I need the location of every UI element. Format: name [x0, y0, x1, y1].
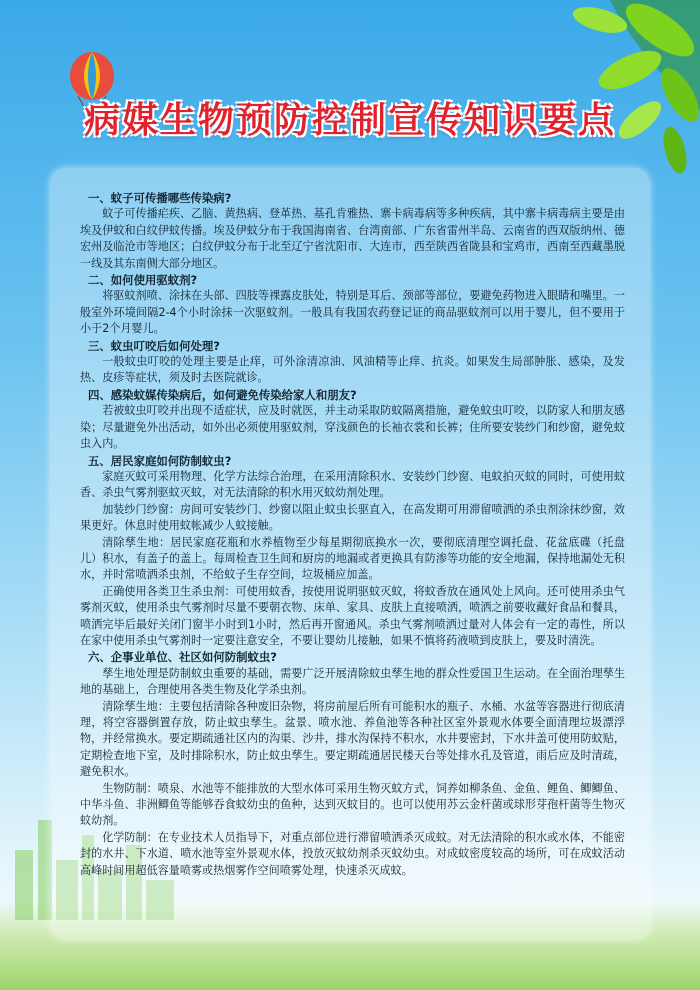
section-paragraph: 家庭灭蚊可采用物理、化学方法综合治理，在采用清除积水、安装纱门纱窗、电蚊拍灭蚊的同时，可使用蚊香、杀虫气雾剂驱蚊灭蚊，对无法清除的积水用灭蚊幼剂处理。: [80, 469, 625, 500]
section-paragraph: 蚊子可传播疟疾、乙脑、黄热病、登革热、基孔肯雅热、寨卡病毒病等多种疾病，其中寨卡病毒病主要是由埃及伊蚊和白纹伊蚊传播。埃及伊蚊分布于我国海南省、台湾南部、广东省雷州半岛、云南省的西双版纳州、德宏州及临沧市等地区；白纹伊蚊分布于北至辽宁省沈阳市、大连市，西至陕西省陇县和宝鸡市，西南至西藏墨脱一线及其东南侧大部分地区。: [80, 207, 625, 270]
section-heading: 六、企事业单位、社区如何防制蚊虫?: [88, 650, 277, 665]
section-paragraph: 若被蚊虫叮咬并出现不适症状，应及时就医，并主动采取防蚊隔离措施，避免蚊虫叮咬，以防家人和朋友感染；尽量避免外出活动，如外出必须使用驱蚊剂，穿浅颜色的长袖衣裳和长裤；住所要安装纱门和纱窗，避免蚊虫入内。: [80, 404, 625, 451]
section-paragraph: 一般蚊虫叮咬的处理主要是止痒，可外涂清凉油、风油精等止痒、抗炎。如果发生局部肿胀、感染，及发热、皮疹等症状，须及时去医院就诊。: [80, 355, 625, 385]
page-title: 病媒生物预防控制宣传知识要点: [83, 99, 616, 141]
section-heading: 五、居民家庭如何防制蚊虫?: [88, 453, 232, 468]
section-paragraph: 清除孳生地：居民家庭花瓶和水养植物至少每星期彻底换水一次，要彻底清理空调托盘、花盆底碟（托盘儿）积水，有盖子的盖上。每周检查卫生间和厨房的地漏或者更换具有防渗等功能的安全地漏，保持地漏处无积水，并时常喷洒杀虫剂，不给蚊子生存空间，垃圾桶应加盖。: [80, 535, 625, 582]
section-heading: 三、蚊虫叮咬后如何处理?: [88, 338, 220, 353]
section-paragraph: 生物防制：喷泉、水池等不能排放的大型水体可采用生物灭蚊方式，饲养如柳条鱼、金鱼、鲤鱼、鲫鲫鱼、中华斗鱼、非洲鲫鱼等能够吞食蚊幼虫的鱼种，达到灭蚊目的。也可以使用苏云金杆菌或球形芽孢杆菌等生物灭蚊幼剂。: [80, 781, 625, 828]
section-heading: 四、感染蚊媒传染病后，如何避免传染给家人和朋友?: [88, 387, 357, 402]
section-paragraph: 正确使用各类卫生杀虫剂：可使用蚊香，按使用说明驱蚊灭蚊，将蚊香放在通风处上风向。还可使用杀虫气雾剂灭蚊，使用杀虫气雾剂时尽量不要朝衣物、床单、家具、皮肤上直接喷洒，喷洒之前要收藏好食品和餐具，喷洒完毕后最好关闭门窗半小时到1小时，然后再开窗通风。杀虫气雾剂喷洒过量对人体会有一定的毒性，所以在家中使用杀虫气雾剂时一定要注意安全，不要让婴幼儿接触，如果不慎将药液喷到皮肤上，要及时清洗。: [80, 584, 625, 647]
section-paragraph: 孳生地处理是防制蚊虫重要的基础，需要广泛开展清除蚊虫孳生地的群众性爱国卫生运动。在全面治理孳生地的基础上，合理使用各类生物及化学杀虫剂。: [80, 666, 625, 697]
section-paragraph: 清除孳生地：主要包括清除各种废旧杂物，将房前屋后所有可能积水的瓶子、水桶、水盆等容器进行彻底清理，将空容器倒置存放，防止蚊虫孳生。盆景、喷水池、养鱼池等各种社区室外景观水体要全面清理垃圾漂浮物，并经常换水。要定期疏通社区内的沟渠、沙井，排水沟保持不积水，水井要密封，下水井盖可使用防蚊贴，定期检查地下室，及时排除积水，防止蚊虫孳生。要定期疏通居民楼天台等处排水孔及管道，雨后应及时清疏，避免积水。: [80, 699, 625, 779]
section-heading: 一、蚊子可传播哪些传染病?: [88, 191, 232, 205]
content-body: [80, 190, 625, 879]
section-heading: 二、如何使用驱蚊剂?: [88, 273, 198, 288]
section-paragraph: 将驱蚊剂喷、涂抹在头部、四肢等裸露皮肤处，特别是耳后、颈部等部位，要避免药物进入眼睛和嘴里。一般室外环境间隔2-4个小时涂抹一次驱蚊剂。一般具有我国农药登记证的商品驱蚊剂可以用于婴儿，但不要用于小于2个月婴儿。: [80, 289, 625, 336]
section-paragraph: 化学防制：在专业技术人员指导下，对重点部位进行滞留喷洒杀灭成蚊。对无法清除的积水或水体，不能密封的水井、下水道、喷水池等室外景观水体，投放灭蚊幼剂杀灭蚊幼虫。对成蚊密度较高的场所，可在成蚊活动高峰时间用超低容量喷雾或热烟雾作空间喷雾处理，快速杀灭成蚊。: [80, 830, 625, 877]
section-paragraph: 加装纱门纱窗：房间可安装纱门、纱窗以阻止蚊虫长驱直入，在高发期可用滞留喷洒的杀虫剂涂抹纱窗，效果更好。休息时使用蚊帐减少人蚊接触。: [80, 502, 625, 533]
